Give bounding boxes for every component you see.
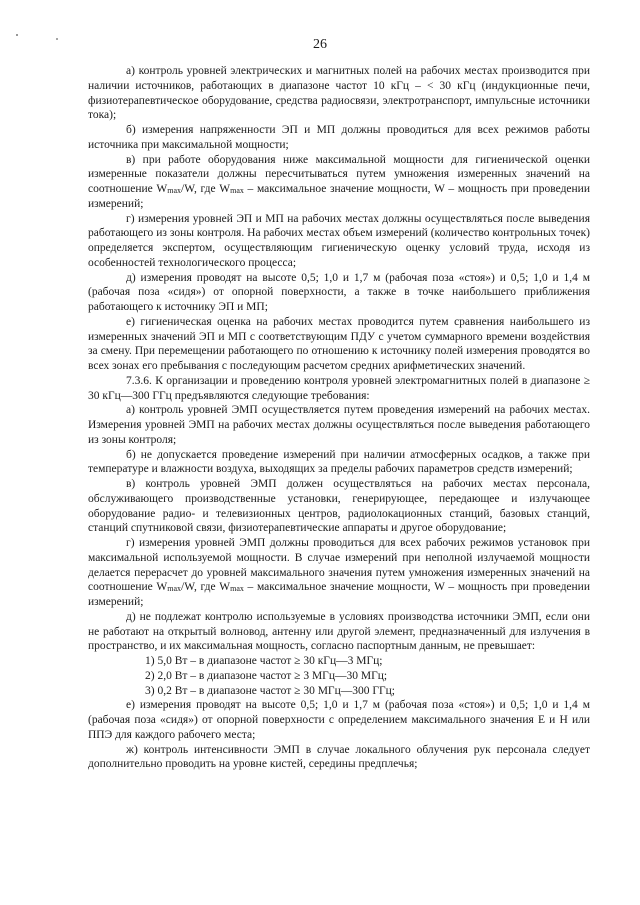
scan-speck — [16, 34, 18, 36]
list-item: 3) 0,2 Вт – в диапазоне частот ≥ 30 МГц—300 ГГц; — [145, 684, 396, 697]
paragraph: в) контроль уровней ЭМП должен осуществляться на рабочих местах персонала, обслуживающего производственные установки, генерирующее, передающее и излучающее оборудование радио- и телевизионных центров, радиолокационных станций, базовых станций, станций спутниковой связи, физиотерапевтические аппараты и другое оборудование; — [88, 478, 590, 535]
paragraph: е) гигиеническая оценка на рабочих местах проводится путем сравнения наибольшего из измеренных значений ЭП и МП с соответствующим ПДУ с учетом суммарного времени воздействия за смену. При перемещении работающего по отношению к источнику полей измерения проводятся во всех зонах его пребывания с последующим расчетом средних арифметических значений. — [88, 315, 590, 372]
paragraph: г) измерения уровней ЭМП должны проводиться для всех рабочих режимов установок при максимальной используемой мощности. В случае измерений при неполной излучаемой мощности делается перерасчет до уровней максимального значения путем умножения измеренных значений на соотношение $W_{max}/W$, где $W_{max}$ – максимальное значение мощности, W – мощность при проведении измерений; — [88, 537, 590, 608]
paragraph: а) контроль уровней ЭМП осуществляется путем проведения измерений на рабочих местах. Измерения уровней ЭМП на рабочих местах должны осуществляться после выведения работающего из зоны контроля; — [88, 404, 590, 446]
paragraph: ж) контроль интенсивности ЭМП в случае локального облучения рук персонала следует дополнительно проводить на уровне кистей, середины предплечья; — [88, 743, 590, 771]
paragraph: е) измерения проводят на высоте 0,5; 1,0 и 1,7 м (рабочая поза «стоя») и 0,5; 1,0 и 1,4 м (рабочая поза «сидя») от опорной поверхности с определением максимального значения Е и Н или ППЭ для каждого рабочего места; — [88, 699, 590, 741]
paragraph: д) измерения проводят на высоте 0,5; 1,0 и 1,7 м (рабочая поза «стоя») и 0,5; 1,0 и 1,4 м (рабочая поза «сидя») от опорной поверхности, а также в точке наибольшего приближения работающего к источнику ЭП и МП; — [88, 271, 590, 313]
list-item: 2) 2,0 Вт – в диапазоне частот ≥ 3 МГц—30 МГц; — [145, 669, 388, 682]
document-body — [88, 64, 590, 772]
list-item: 1) 5,0 Вт – в диапазоне частот ≥ 30 кГц—3 МГц; — [145, 655, 383, 667]
paragraph: д) не подлежат контролю используемые в условиях производства источники ЭМП, если они не работают на открытый волновод, антенну или другой элемент, предназначенный для излучения в пространство, и их максимальная мощность, согласно паспортным данным, не превышает: — [88, 610, 590, 653]
paragraph: б) измерения напряженности ЭП и МП должны проводиться для всех режимов работы источника при максимальной мощности; — [88, 124, 590, 151]
page-number: 26 — [313, 37, 327, 52]
paragraph: г) измерения уровней ЭП и МП на рабочих местах должны осуществляться после выведения работающего из зоны контроля. На рабочих местах объем измерений (количество контрольных точек) определяется экспертом, осуществляющим гигиеническую оценку условий труда, исходя из особенностей технологического процесса; — [88, 212, 590, 269]
paragraph: в) при работе оборудования ниже максимальной мощности для гигиенической оценки измеренные показатели должны пересчитываться путем умножения измеренных значений на соотношение $W_{max}/W$, где $W_{max}$ – максимальное значение мощности, W – мощность при проведении измерений; — [88, 153, 590, 210]
paragraph: а) контроль уровней электрических и магнитных полей на рабочих местах производится при наличии источников, работающих в диапазоне частот 10 кГц – < 30 кГц (индукционные печи, физиотерапевтическое оборудование, средства радиосвязи, электротранспорт, импульсные источники тока); — [88, 65, 590, 122]
section-heading-paragraph: 7.3.6. К организации и проведению контроля уровней электромагнитных полей в диапазоне ≥ 30 кГц—300 ГГц предъявляются следующие требования: — [88, 374, 590, 402]
paragraph: б) не допускается проведение измерений при наличии атмосферных осадков, а также при температуре и влажности воздуха, выходящих за пределы рабочих параметров средств измерений; — [88, 448, 590, 476]
